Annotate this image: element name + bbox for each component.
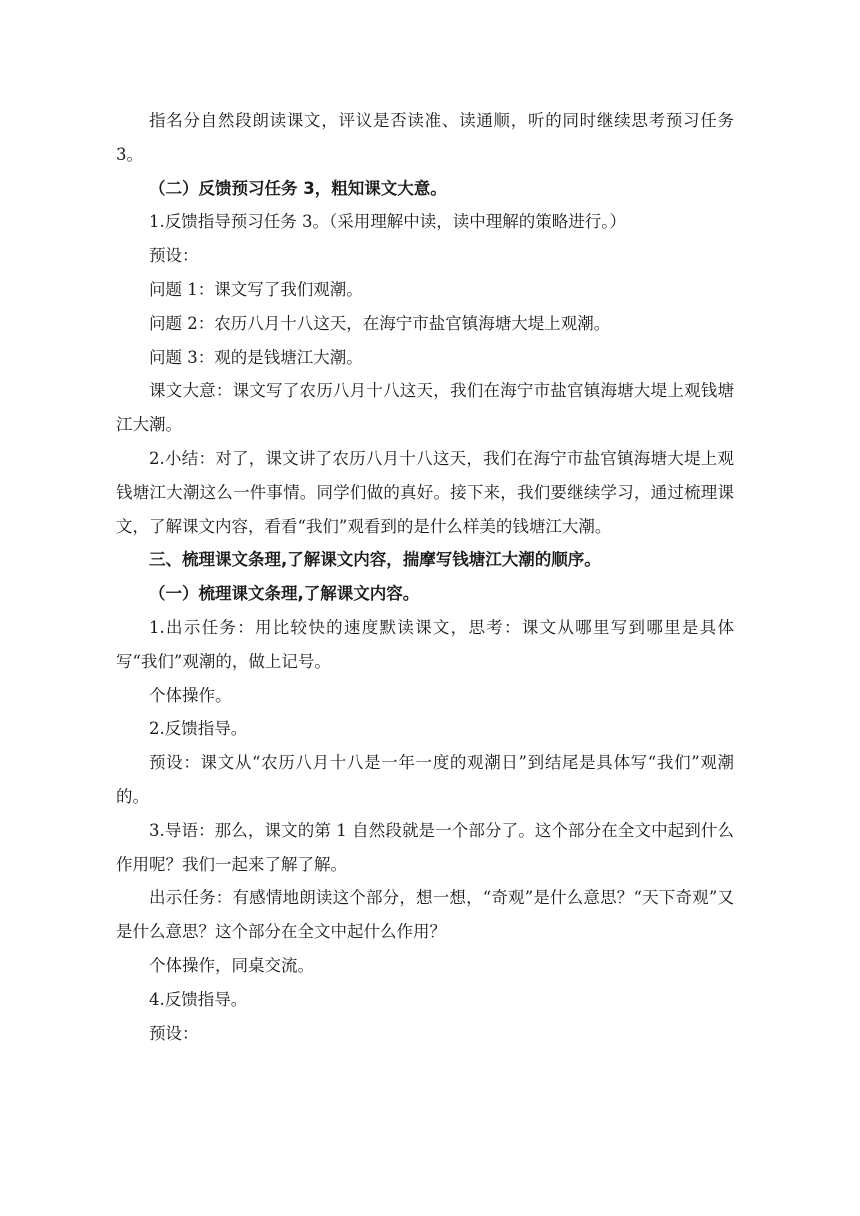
- paragraph-feedback-guidance: 1.反馈指导预习任务 3。（采用理解中读，读中理解的策略进行。）: [149, 212, 626, 232]
- paragraph-summary: 2.小结：对了，课文讲了农历八月十八这天，我们在海宁市盐官镇海塘大堤上观钱塘江大潮这么一件事情。同学们做的真好。接下来，我们要继续学习，通过梳理课文，了解课文内容，看看“我们”观看到的是什么样美的钱塘江大潮。: [116, 448, 734, 536]
- paragraph-pair-discussion: 个体操作，同桌交流。: [149, 955, 314, 975]
- heading-section-3: 三、梳理课文条理,了解课文内容，揣摩写钱塘江大潮的顺序。: [149, 550, 601, 570]
- paragraph-question-1: 问题 1：课文写了我们观潮。: [149, 279, 363, 299]
- paragraph-question-2: 问题 2：农历八月十八这天，在海宁市盐官镇海塘大堤上观潮。: [149, 313, 611, 333]
- document-page: [116, 104, 734, 1050]
- paragraph-show-task-2: 出示任务：有感情地朗读这个部分，想一想，“奇观”是什么意思？“天下奇观”又是什么意思？这个部分在全文中起什么作用？: [116, 888, 734, 942]
- paragraph-feedback-2: 2.反馈指导。: [149, 719, 248, 739]
- paragraph-preset-final: 预设：: [149, 1023, 199, 1043]
- heading-subsection-1: （一）梳理课文条理,了解课文内容。: [149, 584, 420, 604]
- paragraph-reading-instruction: 指名分自然段朗读课文，评议是否读准、读通顺，听的同时继续思考预习任务 3。: [116, 111, 734, 164]
- paragraph-show-task: 1.出示任务：用比较快的速度默读课文，思考：课文从哪里写到哪里是具体写“我们”观潮的，做上记号。: [116, 617, 734, 671]
- paragraph-question-3: 问题 3：观的是钱塘江大潮。: [149, 347, 363, 367]
- paragraph-individual-work: 个体操作。: [149, 685, 232, 705]
- heading-feedback-task-3: （二）反馈预习任务 3，粗知课文大意。: [149, 178, 447, 198]
- paragraph-preset-label: 预设：: [149, 246, 199, 266]
- paragraph-feedback-4: 4.反馈指导。: [149, 989, 248, 1009]
- paragraph-preset-answer: 预设：课文从“农历八月十八是一年一度的观潮日”到结尾是具体写“我们”观潮的。: [116, 753, 734, 806]
- paragraph-lead-in: 3.导语：那么，课文的第 1 自然段就是一个部分了。这个部分在全文中起到什么作用呢？我们一起来了解了解。: [116, 820, 734, 874]
- paragraph-main-idea: 课文大意：课文写了农历八月十八这天，我们在海宁市盐官镇海塘大堤上观钱塘江大潮。: [116, 381, 734, 435]
